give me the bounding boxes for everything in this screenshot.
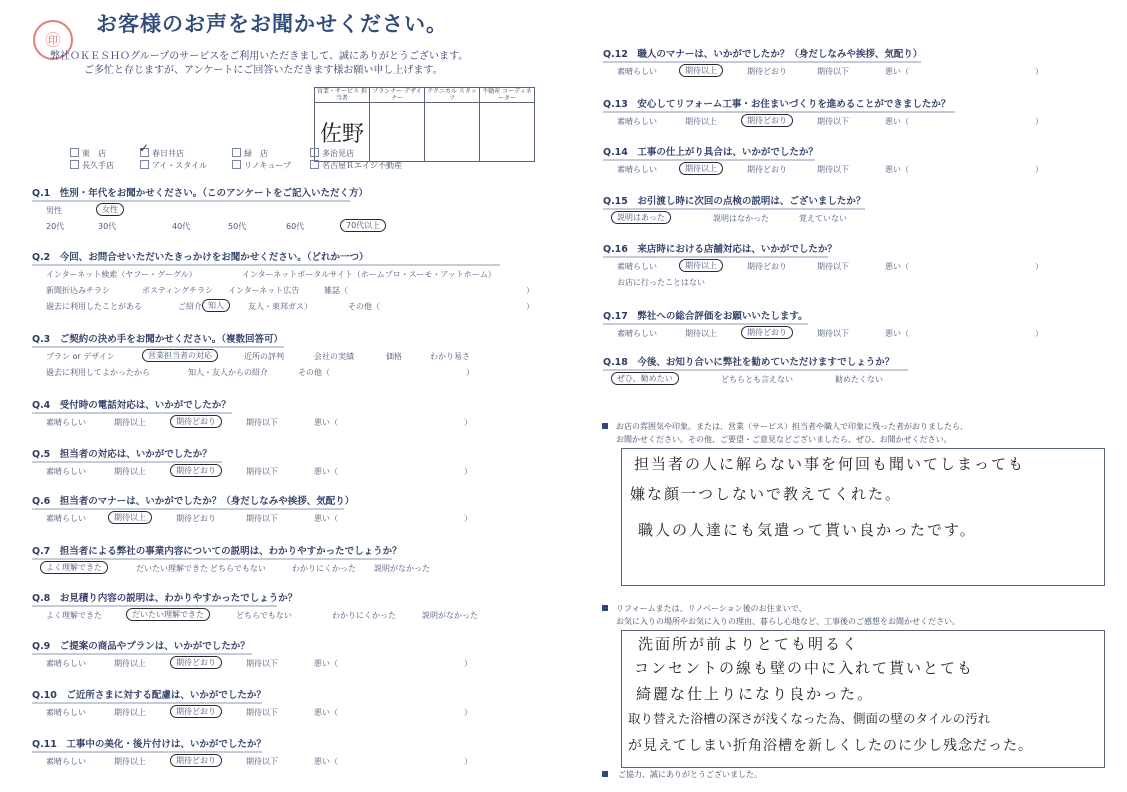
question-block (603, 144, 1043, 174)
question-underline (603, 369, 908, 371)
store-option[interactable] (70, 148, 140, 160)
option[interactable]: 期待以上 (114, 467, 146, 476)
option[interactable]: 過去に利用してよかったから (46, 368, 150, 377)
store-label: 緑 店 (244, 149, 268, 158)
option[interactable]: 過去に利用したことがある (46, 302, 142, 311)
store-label: 東 店 (82, 149, 106, 158)
option[interactable]: ） (1035, 262, 1043, 271)
question-underline (32, 751, 262, 753)
option-selected[interactable]: 期待以上 (679, 259, 723, 272)
option[interactable]: ） (526, 302, 534, 311)
option-selected[interactable]: 知人 (202, 299, 230, 312)
option-selected[interactable]: ぜひ、勧めたい (611, 372, 679, 385)
option[interactable]: ） (464, 708, 472, 717)
option[interactable]: 素晴らしい (46, 708, 86, 717)
option-selected[interactable]: 女性 (96, 203, 124, 216)
option[interactable]: 期待どおり (176, 514, 216, 523)
comment1-line: 嫌な顔一つしないで教えてくれた。 (630, 485, 903, 503)
staff-header: 不動産 コーディネーター (480, 88, 535, 103)
question-block (603, 46, 1043, 76)
question-title: Q.17 弊社への総合評価をお願いいたします。 (603, 311, 808, 322)
option[interactable]: 素晴らしい (46, 418, 86, 427)
option[interactable]: ） (1035, 117, 1043, 126)
option-selected[interactable]: 期待以上 (679, 162, 723, 175)
option[interactable]: 知人・友人からの紹介 (188, 368, 268, 377)
question-underline (32, 508, 344, 510)
question-underline (32, 558, 392, 560)
option[interactable]: 40代 (172, 222, 191, 231)
option[interactable]: ） (464, 514, 472, 523)
staff-signature[interactable]: 佐野 (315, 103, 370, 162)
option[interactable]: 説明はなかった (713, 214, 769, 223)
option-selected[interactable]: 期待どおり (741, 326, 793, 339)
option[interactable]: 20代 (46, 222, 65, 231)
option[interactable]: 素晴らしい (617, 67, 657, 76)
comment2-line: 綺麗な仕上りになり良かった。 (636, 685, 875, 703)
question-underline (32, 264, 500, 266)
option-selected[interactable]: 70代以上 (340, 219, 386, 232)
option[interactable]: 期待どおり (747, 262, 787, 271)
comment2-box[interactable] (621, 630, 1105, 768)
option[interactable]: 素晴らしい (46, 659, 86, 668)
option[interactable]: 素晴らしい (617, 262, 657, 271)
question-underline (32, 605, 277, 607)
option-selected[interactable]: 期待どおり (170, 464, 222, 477)
option-selected[interactable]: 説明はあった (611, 211, 671, 224)
question-block (32, 249, 534, 311)
checkbox[interactable] (232, 160, 241, 169)
question-underline (603, 159, 815, 161)
option[interactable]: 価格 (386, 352, 402, 361)
option[interactable]: 新聞折込みチラシ (46, 286, 110, 295)
question-title: Q.2 今回、お問合せいただいたきっかけをお聞かせください。（どれか一つ） (32, 252, 369, 263)
store-option[interactable] (140, 148, 232, 160)
option[interactable]: 悪い（ (885, 165, 909, 174)
store-label: リノキューブ (244, 161, 291, 170)
option[interactable]: 期待以上 (114, 708, 146, 717)
comment2-heading-line1: リフォームまたは、リノベーション後のお住まいで、 (602, 602, 960, 615)
option-selected[interactable]: 期待どおり (170, 705, 222, 718)
option[interactable]: 悪い（ (314, 757, 338, 766)
store-checklist (70, 148, 430, 172)
comment2-heading-line2: お気に入りの場所やお気に入りの理由、暮らし心地など、工事後のご感想をお聞かせください。 (616, 617, 960, 626)
option[interactable]: ） (1035, 329, 1043, 338)
option[interactable]: 期待以下 (246, 467, 278, 476)
question-title: Q.6 担当者のマナーは、いかがでしたか？（身だしなみや挨拶、気配り） (32, 496, 355, 507)
store-option[interactable] (310, 148, 430, 160)
option[interactable]: 期待どおり (747, 165, 787, 174)
comment1-heading-line1: お店の雰囲気や印象。または、営業（サービス）担当者や職人で印象に残った者がおりましたら、 (602, 420, 968, 433)
option[interactable]: 期待以下 (817, 262, 849, 271)
option[interactable]: お店に行ったことはない (617, 278, 705, 287)
comment2-line: が見えてしまい折角浴槽を新しくしたのに少し残念だった。 (628, 738, 1033, 754)
staff-header: 営業・サービス 担当者 (315, 88, 370, 103)
option[interactable]: ） (464, 418, 472, 427)
option[interactable]: ） (466, 368, 474, 377)
comment1-line: 職人の人達にも気遣って貰い良かったです。 (638, 521, 977, 539)
store-option[interactable] (310, 160, 430, 172)
intro-line: ご多忙と存じますが、アンケートにご回答いただきます様お願い申し上げます。 (84, 65, 443, 76)
option[interactable]: ） (464, 659, 472, 668)
option[interactable]: インターネット検索（ヤフー・グーグル） (46, 270, 197, 279)
footer-thanks: ご協力、誠にありがとうございました。 (602, 769, 762, 780)
comment2-heading (602, 602, 960, 628)
option[interactable]: 50代 (228, 222, 247, 231)
checkbox[interactable] (70, 160, 79, 169)
option[interactable]: その他（ (348, 302, 380, 311)
store-label: 多治見店 (322, 149, 354, 158)
option[interactable]: 期待以下 (246, 514, 278, 523)
option[interactable]: インターネットポータルサイト（ホームプロ・スーモ・アットホーム） (242, 270, 496, 279)
intro-text (50, 50, 468, 78)
option[interactable]: ） (464, 757, 472, 766)
question-title: Q.14 工事の仕上がり具合は、いかがでしたか？ (603, 147, 818, 158)
option[interactable]: プラン or デザイン (46, 352, 115, 361)
option[interactable]: ） (1035, 165, 1043, 174)
question-block (32, 493, 472, 523)
option-selected[interactable]: 期待以上 (108, 511, 152, 524)
option[interactable]: インターネット広告 (228, 286, 300, 295)
question-title: Q.1 性別・年代をお聞かせください。（このアンケートをご記入いただく方） (32, 188, 368, 199)
question-block (32, 736, 472, 766)
option[interactable]: 素晴らしい (617, 329, 657, 338)
option[interactable]: 素晴らしい (46, 514, 86, 523)
question-underline (32, 412, 232, 414)
question-title: Q.3 ご契約の決め手をお聞かせください。（複数回答可） (32, 334, 284, 345)
option[interactable]: 悪い（ (885, 67, 909, 76)
store-label: 長久手店 (82, 161, 114, 170)
option[interactable]: ） (464, 467, 472, 476)
option[interactable]: 悪い（ (314, 708, 338, 717)
question-block (32, 397, 472, 427)
question-title: Q.16 来店時における店舗対応は、いかがでしたか？ (603, 244, 837, 255)
question-title: Q.12 職人のマナーは、いかがでしたか？（身だしなみや挨拶、気配り） (603, 49, 923, 60)
checkbox[interactable] (310, 148, 319, 157)
option[interactable]: わかりにくかった (332, 611, 396, 620)
staff-cell[interactable] (480, 103, 535, 162)
option[interactable]: 近所の評判 (244, 352, 284, 361)
option-selected[interactable]: 営業担当者の対応 (142, 349, 218, 362)
option[interactable]: 期待以下 (246, 418, 278, 427)
question-title: Q.18 今後、お知り合いに弊社を勧めていただけますでしょうか？ (603, 357, 895, 368)
store-option[interactable] (232, 160, 310, 172)
option[interactable]: 覚えていない (799, 214, 847, 223)
checkbox[interactable] (310, 160, 319, 169)
store-option[interactable] (232, 148, 310, 160)
option[interactable]: 期待以上 (685, 117, 717, 126)
question-block (32, 590, 478, 620)
option[interactable]: どちらでもない (236, 611, 292, 620)
store-option[interactable] (140, 160, 232, 172)
option[interactable]: 期待以下 (246, 659, 278, 668)
option[interactable]: 素晴らしい (46, 467, 86, 476)
option[interactable]: 男性 (46, 206, 62, 215)
question-title: Q.7 担当者による弊社の事業内容についての説明は、わかりやすかったでしょうか？ (32, 546, 402, 557)
question-block (603, 96, 1043, 126)
question-title: Q.13 安心してリフォーム工事・お住まいづくりを進めることができましたか？ (603, 99, 951, 110)
question-title: Q.15 お引渡し時に次回の点検の説明は、ございましたか？ (603, 196, 866, 207)
option[interactable]: 素晴らしい (617, 117, 657, 126)
option[interactable]: だいたい理解できた (136, 564, 208, 573)
question-underline (603, 111, 955, 113)
store-label: アイ・スタイル (152, 161, 208, 170)
checkbox[interactable] (232, 148, 241, 157)
checkbox[interactable] (140, 148, 149, 157)
option[interactable]: 30代 (98, 222, 117, 231)
option-selected[interactable]: 期待以上 (679, 64, 723, 77)
option[interactable]: 期待以上 (114, 757, 146, 766)
comment1-box[interactable] (621, 448, 1105, 586)
option[interactable]: 雑誌（ (324, 286, 348, 295)
question-underline (32, 200, 350, 202)
option[interactable]: 期待以下 (817, 165, 849, 174)
question-underline (32, 346, 284, 348)
question-title: Q.10 ご近所さまに対する配慮は、いかがでしたか？ (32, 690, 266, 701)
comment1-heading-line2: お聞かせください。その他、ご要望・ご意見などございましたら、ぜひ、お聞かせください。 (616, 435, 952, 444)
question-underline (32, 702, 262, 704)
question-block (32, 185, 381, 231)
option[interactable]: ポスティングチラシ (142, 286, 214, 295)
question-underline (603, 323, 808, 325)
option[interactable]: 期待以上 (685, 329, 717, 338)
option[interactable]: どちらとも言えない (721, 375, 793, 384)
option-selected[interactable]: 期待どおり (170, 754, 222, 767)
option[interactable]: ） (1035, 67, 1043, 76)
staff-cell[interactable] (425, 103, 480, 162)
option[interactable]: 期待以下 (246, 708, 278, 717)
option[interactable]: ご紹介 (178, 302, 202, 311)
option-selected[interactable]: 期待どおり (741, 114, 793, 127)
page-title: お客様のお声をお聞かせください。 (96, 12, 448, 36)
question-title: Q.8 お見積り内容の説明は、わかりやすかったでしょうか？ (32, 593, 298, 604)
option[interactable]: 勧めたくない (835, 375, 883, 384)
option-selected[interactable]: 期待どおり (170, 415, 222, 428)
company-seal-stamp: ㊞ (33, 20, 73, 60)
intro-line: 弊社ＯＫＥＳＨＯグループのサービスをご利用いただきまして、誠にありがとうございます。 (50, 51, 469, 62)
option[interactable]: 悪い（ (314, 514, 338, 523)
checkbox[interactable] (140, 160, 149, 169)
option[interactable]: 期待以上 (114, 418, 146, 427)
question-block (32, 331, 474, 377)
option[interactable]: 期待以下 (817, 67, 849, 76)
store-label: 名古屋Ｒエイジ不動産 (322, 161, 402, 170)
comment2-line: 洗面所が前よりとても明るく (638, 635, 860, 653)
question-underline (603, 208, 865, 210)
option[interactable]: 友人・東邦ガス） (248, 302, 312, 311)
question-title: Q.5 担当者の対応は、いかがでしたか？ (32, 449, 212, 460)
checkbox[interactable] (70, 148, 79, 157)
option[interactable]: 悪い（ (885, 117, 909, 126)
question-title: Q.11 工事中の美化・後片付けは、いかがでしたか？ (32, 739, 266, 750)
store-option[interactable] (70, 160, 140, 172)
option[interactable]: 期待以下 (817, 329, 849, 338)
option[interactable]: ） (526, 286, 534, 295)
option-selected[interactable]: だいたい理解できた (126, 608, 210, 621)
option[interactable]: 素晴らしい (617, 165, 657, 174)
option[interactable]: 会社の実績 (314, 352, 354, 361)
comment2-line: 取り替えた浴槽の深さが浅くなった為、側面の壁のタイルの汚れ (628, 711, 991, 726)
comment2-line: コンセントの線も壁の中に入れて貰いとても (634, 659, 975, 677)
option[interactable]: どちらでもない (210, 564, 266, 573)
option[interactable]: 悪い（ (885, 329, 909, 338)
question-block (603, 241, 1043, 287)
question-block (32, 638, 472, 668)
question-block (32, 543, 430, 573)
option[interactable]: 素晴らしい (46, 757, 86, 766)
option[interactable]: 60代 (286, 222, 305, 231)
option[interactable]: 悪い（ (314, 659, 338, 668)
question-underline (603, 256, 828, 258)
question-title: Q.4 受付時の電話対応は、いかがでしたか？ (32, 400, 231, 411)
option[interactable]: 期待どおり (747, 67, 787, 76)
option[interactable]: 悪い（ (314, 467, 338, 476)
comment1-heading (602, 420, 968, 446)
option[interactable]: その他（ (298, 368, 330, 377)
option[interactable]: 期待以下 (817, 117, 849, 126)
staff-header: プランナー デザイナー (370, 88, 425, 103)
option[interactable]: 悪い（ (885, 262, 909, 271)
question-underline (32, 653, 252, 655)
question-title: Q.9 ご提案の商品やプランは、いかがでしたか？ (32, 641, 250, 652)
option[interactable]: 説明がなかった (374, 564, 430, 573)
option[interactable]: わかりにくかった (292, 564, 356, 573)
question-block (603, 193, 866, 223)
question-block (32, 446, 472, 476)
option[interactable]: 説明がなかった (422, 611, 478, 620)
option[interactable]: わかり易さ (430, 352, 470, 361)
comment1-line: 担当者の人に解らない事を何回も聞いてしまっても (634, 455, 1026, 473)
question-block (32, 687, 472, 717)
question-underline (603, 61, 921, 63)
option[interactable]: 期待以上 (114, 659, 146, 668)
question-underline (32, 461, 222, 463)
staff-header: テクニカル スタッフ (425, 88, 480, 103)
option[interactable]: 期待以下 (246, 757, 278, 766)
question-block (603, 308, 1043, 338)
option-selected[interactable]: 期待どおり (170, 656, 222, 669)
question-block (603, 354, 908, 384)
store-label: 春日井店 (152, 149, 184, 158)
option[interactable]: 悪い（ (314, 418, 338, 427)
option-selected[interactable]: よく理解できた (40, 561, 108, 574)
option[interactable]: よく理解できた (46, 611, 102, 620)
